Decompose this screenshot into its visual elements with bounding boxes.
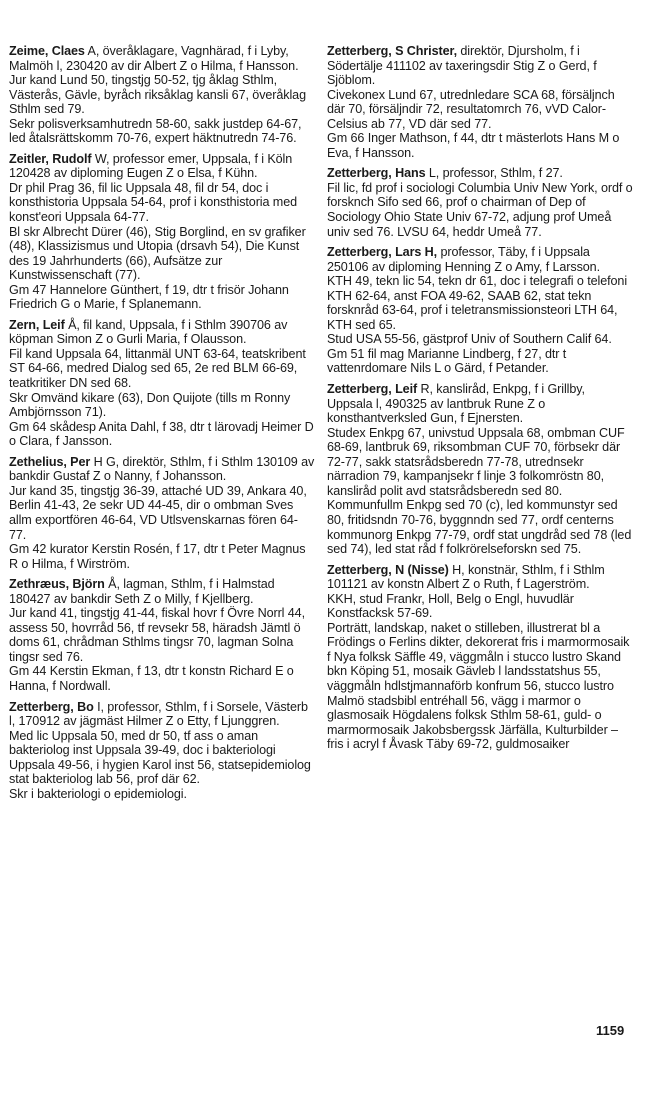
page-number: 1159 [596, 1023, 625, 1038]
entry-zetterberg-hans [327, 166, 633, 239]
entry-paragraph: Gm 64 skådesp Anita Dahl, f 38, dtr t lärovadj Heimer D o Clara, f Jansson. [9, 419, 314, 449]
entry-name: Zetterberg, Lars H, [327, 245, 438, 260]
entry-paragraph: Jur kand 41, tingstjg 41-44, fiskal hovr f Övre Norrl 44, assess 50, hovrråd 56, tf revsekr 58, häradsh Jämtl ö doms 61, chrådman Sthlms tingsr 70, lagman Solna tingsr sed 76. [9, 606, 305, 664]
entry-paragraph: Bl skr Albrecht Dürer (46), Stig Borglind, en sv grafiker (48), Klassizismus und Utopia (drsavh 54), Die Kunst des 19 Jahrhunderts (66), Aufsätze zur Kunstwissenschaft (77). [9, 224, 306, 283]
entry-header-text: I, professor, Sthlm, f i Sorsele, Västerb l, 170912 av jägmäst Hilmer Z o Etty, f Ljunggren. [9, 699, 308, 729]
entry-header-text: H, konstnär, Sthlm, f i Sthlm 101121 av konstn Albert Z o Ruth, f Lagerström. [327, 562, 605, 592]
entry-paragraph: Stud USA 55-56, gästprof Univ of Southern Calif 64. [327, 332, 612, 347]
entry-paragraph: Fil lic, fd prof i sociologi Columbia Univ New York, ordf o forsknch Sifo sed 66, prof o chairman of Dep of Sociology Ohio State Univ 67-72, adjung prof Umeå univ sed 76. LVSU 64, heddr Umeå 77. [327, 180, 633, 239]
entry-header [9, 152, 315, 181]
entry-paragraph: Skr i bakteriologi o epidemiologi. [9, 786, 187, 801]
entry-header-text: Å, fil kand, Uppsala, f i Sthlm 390706 av köpman Simon Z o Gurli Maria, f Olausson. [9, 317, 288, 347]
entry-paragraph: Gm 66 Inger Mathson, f 44, dtr t mästerlots Hans M o Eva, f Hansson. [327, 131, 620, 160]
entry-paragraph: Gm 51 fil mag Marianne Lindberg, f 27, dtr t vattenrdomare Nils L o Gärd, f Petander. [327, 346, 567, 376]
entry-zetterberg-lars [327, 245, 633, 376]
entry-zethelius-per [9, 455, 315, 571]
entry-header [327, 44, 633, 88]
entry-header [327, 166, 633, 181]
entry-header [9, 700, 315, 729]
entry-zetterberg-bo [9, 700, 315, 802]
left-column [9, 44, 315, 807]
entry-zetterberg-nisse [327, 563, 633, 752]
entry-paragraph: Skr Omvänd kikare (63), Don Quijote (tills m Ronny Ambjörnsson 71). [9, 390, 291, 420]
entry-header [9, 455, 315, 484]
entry-paragraph: Gm 47 Hannelore Günthert, f 19, dtr t frisör Johann Friedrich G o Marie, f Splanemann. [9, 282, 289, 312]
entry-name: Zethræus, Björn [9, 577, 105, 592]
entry-name: Zern, Leif [9, 317, 65, 332]
entry-zetterberg-christer [327, 44, 633, 160]
entry-header [327, 563, 633, 592]
entry-paragraph: KKH, stud Frankr, Holl, Belg o Engl, huvudlär Konstfacksk 57-69. [327, 591, 574, 621]
entry-header-text: A, överåklagare, Vagnhärad, f i Lyby, Malmöh l, 230420 av dir Albert Z o Hilma, f Hansson. [9, 44, 299, 73]
entry-name: Zetterberg, Bo [9, 699, 94, 714]
entry-paragraph: Gm 42 kurator Kerstin Rosén, f 17, dtr t Peter Magnus R o Hilma, f Wirström. [9, 542, 306, 571]
entry-paragraph: Studex Enkpg 67, univstud Uppsala 68, ombman CUF 68-69, lantbruk 69, riksombman CUF 70, förbsekr där 72-77, sakk statsrådsberedn 77-78, utrednsekr närradion 79, kampanjsekr f linje 3 folkomröstn 80, kanslіråd polit avd statsrådsberedn sed 80. [327, 425, 625, 498]
entry-zetterberg-leif [327, 382, 633, 557]
entry-name: Zeime, Claes [9, 44, 85, 58]
entry-header [9, 44, 315, 73]
entry-header-text: L, professor, Sthlm, f 27. [425, 166, 563, 181]
entry-name-part2: S Christer, [391, 44, 457, 58]
entry-paragraph: Jur kand 35, tingstjg 36-39, attaché UD 39, Ankara 40, Berlin 41-43, 2e sekr UD 44-45, dir o ombman Sves allm exportfören 46-64, VD Utlsvenskarnas fören 64-77. [9, 483, 307, 542]
entry-name: Zetterberg, Hans [327, 166, 426, 181]
entry-zethraeus-bjorn [9, 577, 315, 693]
entry-paragraph: Kommunfullm Enkpg sed 70 (c), led kommunstyr sed 80, fritidsndn 70-76, byggnndn sed 77, ordf centerns kommunorg Enkpg 77-79, ordf stat ungdråd sed 78 (led sed 74), led stat råd f folkrörelseforskn sed 75. [327, 498, 632, 557]
entry-header-text: R, kanslіråd, Enkpg, f i Grillby, Uppsala l, 490325 av lantbruk Rune Z o konsthantverksled Gun, f Ejnersten. [327, 382, 585, 426]
entry-name: Zetterberg, [327, 44, 392, 58]
entry-paragraph: Med lic Uppsala 50, med dr 50, tf ass o aman bakteriolog inst Uppsala 39-49, doc i bakteriologi Uppsala 49-56, i hygien Karol inst 56, statsepidemiolog stat bakteriolog lab 56, prof där 62. [9, 728, 311, 787]
entry-name: Zethelius, Per [9, 454, 91, 469]
entry-paragraph: KTH 49, tekn lic 54, tekn dr 61, doc i telegrafi o telefoni KTH 62-64, anst FOA 49-62, SAAB 62, stat tekn forsknråd 63-64, prof i teletransmissionsteori LTH 64, KTH sed 65. [327, 274, 628, 332]
entry-name: Zetterberg, Leif [327, 382, 418, 397]
entry-paragraph: Porträtt, landskap, naket o stilleben, illustrerat bl a Frödings o Ferlins dikter, dekorerat fris i marmormosaik f Nya folksk Säffle 49, väggmåln i stucco lustro Skand bkn Köping 51, mosaik Gävleb l landsstatshus 55, väggmåln hdlstjmannaförb konfrum 56, stucco lustro Malmö stadsbibl entréhall 56, vägg i marmor o glasmosaik Högdalens folksk Sthlm 58-61, guld- o marmormosaik Jakobsbergssk Järfälla, Kulturbilder – fris i acryl f Åvask Täby 69-72, guldmosaiker [327, 620, 630, 752]
entry-header [9, 318, 315, 347]
entry-zern-leif [9, 318, 315, 449]
entry-paragraph: Dr phil Prag 36, fil lic Uppsala 48, fil dr 54, doc i konsthistoria Uppsala 54-64, prof i konsthistoria med konst'eori Uppsala 64-77. [9, 180, 298, 225]
entry-paragraph: Jur kand Lund 50, tingstjg 50-52, tjg åklag Sthlm, Västerås, Gävle, byråch riksåklag kansli 67, överåklag Sthlm sed 79. [9, 73, 306, 117]
entry-name: Zetterberg, N (Nisse) [327, 562, 449, 577]
entry-paragraph: Fil kand Uppsala 64, littanmäl UNT 63-64, teatskribent ST 64-66, medred Dialog sed 65, 2e red BLM 66-69, teatkritiker DN sed 68. [9, 346, 306, 391]
entry-header-text: H G, direktör, Sthlm, f i Sthlm 130109 av bankdir Gustaf Z o Nanny, f Johansson. [9, 454, 315, 484]
entry-name: Zeitler, Rudolf [9, 151, 92, 166]
entry-paragraph: Sekr polisverksamhutredn 58-60, sakk justdep 64-67, led åtalsrättskomm 70-76, expert häktnutredn 74-76. [9, 116, 302, 146]
entry-header-text: W, professor emer, Uppsala, f i Köln 120428 av diploming Eugen Z o Elsa, f Kühn. [9, 151, 293, 181]
entry-header-text: Å, lagman, Sthlm, f i Halmstad 180427 av bankdir Seth Z o Milly, f Kjellberg. [9, 577, 275, 606]
entry-paragraph: Gm 44 Kerstin Ekman, f 13, dtr t konstn Richard E o Hanna, f Nordwall. [9, 664, 294, 693]
entry-header-text: professor, Täby, f i Uppsala 250106 av diploming Henning Z o Amy, f Larsson. [327, 245, 600, 274]
entry-paragraph: Civekonex Lund 67, utrednledare SCA 68, försäljnch där 70, försäljndir 72, resultatomrch 76, vVD Calor-Celsius ab 77, VD där sed 77. [327, 87, 615, 131]
entry-header-text: direktör, Djursholm, f i Södertälje 411102 av taxeringsdir Stig Z o Gerd, f Sjöblom. [327, 44, 597, 88]
entry-header [327, 382, 633, 426]
entry-zeime-claes [9, 44, 315, 146]
right-column [327, 44, 633, 758]
entry-header [327, 245, 633, 274]
entry-zeitler-rudolf [9, 152, 315, 312]
entry-header [9, 577, 315, 606]
